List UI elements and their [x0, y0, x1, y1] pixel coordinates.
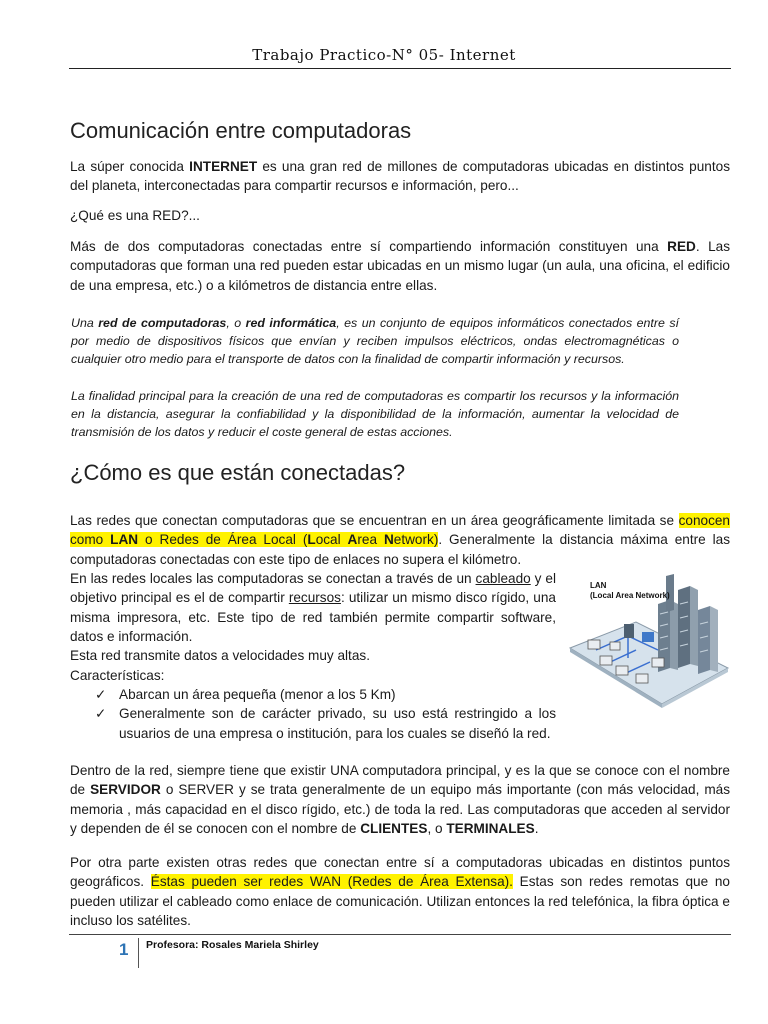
- quote-red-informatica: Una red de computadoras, o red informática, es un conjunto de equipos informáticos conectados entre sí por medio de dispositivos físicos que envían y reciben impulsos eléctricos, ondas electromagnéticas o cualquier otro medio para el transporte de datos con la finalidad de compartir información y recursos.: [71, 316, 679, 367]
- paragraph-internet: La súper conocida INTERNET es una gran red de millones de computadoras ubicadas en distintos puntos del planeta, interconectadas para compartir recursos e información, pero...: [70, 159, 730, 194]
- list-item: ✓ Generalmente son de carácter privado, su uso está restringido a los usuarios de una empresa o institución, para los cuales se diseñó la red.: [70, 704, 556, 743]
- caracteristicas-list: [70, 685, 556, 743]
- figure-label-local-area-network: (Local Area Network): [590, 591, 670, 600]
- section-title-conectadas: ¿Cómo es que están conectadas?: [70, 460, 406, 485]
- footer-separator: [138, 938, 139, 968]
- paragraph-lan-speed: Esta red transmite datos a velocidades muy altas.: [70, 648, 370, 663]
- list-item: ✓ Abarcan un área pequeña (menor a los 5 Km): [70, 685, 556, 704]
- paragraph-servidor: Dentro de la red, siempre tiene que existir UNA computadora principal, y es la que se conoce con el nombre de SERVIDOR o SERVER y se trata generalmente de un equipo más importante (con más velocidad, más memoria , más capacidad en el disco rígido, etc.) de toda la red. Las computadoras que acceden al servidor y dependen de él se conocen con el nombre de CLIENTES, o TERMINALES.: [70, 763, 730, 836]
- document-header-title: Trabajo Practico-N° 05- Internet: [252, 46, 516, 64]
- lan-network-illustration: [566, 570, 730, 720]
- footer-rule: [69, 934, 731, 935]
- paragraph-lan-local: En las redes locales las computadoras se conectan a través de un cableado y el objetivo principal es el de compartir recursos: utilizar un mismo disco rígido, una misma impresora, etc. Este tipo de red también permite compartir software, datos e información.: [70, 571, 557, 644]
- section-title-comunicacion: Comunicación entre computadoras: [70, 118, 412, 143]
- check-icon: ✓: [95, 687, 107, 702]
- figure-label-lan: LAN: [590, 581, 607, 590]
- paragraph-red-definition: Más de dos computadoras conectadas entre sí compartiendo información constituyen una RED. Las computadoras que forman una red pueden estar ubicadas en un mismo lugar (un aula, una oficina, el edificio de una empresa, etc.) o a kilómetros de distancia entre ellas.: [70, 239, 730, 293]
- paragraph-wan: Por otra parte existen otras redes que conectan entre sí a computadoras ubicadas en distintos puntos geográficos. Éstas pueden ser redes WAN (Redes de Área Extensa). Estas son redes remotas que no pueden utilizar el cableado como enlace de comunicación. Utilizan entonces la red telefónica, la fibra óptica e incluso los satélites.: [70, 855, 730, 928]
- header-rule: [69, 68, 731, 69]
- paragraph-lan-intro: Las redes que conectan computadoras que se encuentran en un área geográficamente limitada se conocen como LAN o Redes de Área Local (Local Area Network). Generalmente la distancia máxima entre las computadoras conectadas con este tipo de enlaces no supera el kilómetro.: [70, 513, 730, 567]
- caracteristicas-label: Características:: [70, 668, 165, 683]
- footer-author: Profesora: Rosales Mariela Shirley: [146, 939, 319, 951]
- page-number: 1: [119, 940, 129, 959]
- paragraph-question: ¿Qué es una RED?...: [70, 208, 200, 223]
- quote-finalidad: La finalidad principal para la creación de una red de computadoras es compartir los recursos y la información en la distancia, asegurar la confiabilidad y la disponibilidad de la información, aumentar la velocidad de transmisión de los datos y reducir el coste general de estas acciones.: [71, 389, 679, 440]
- check-icon: ✓: [95, 706, 107, 722]
